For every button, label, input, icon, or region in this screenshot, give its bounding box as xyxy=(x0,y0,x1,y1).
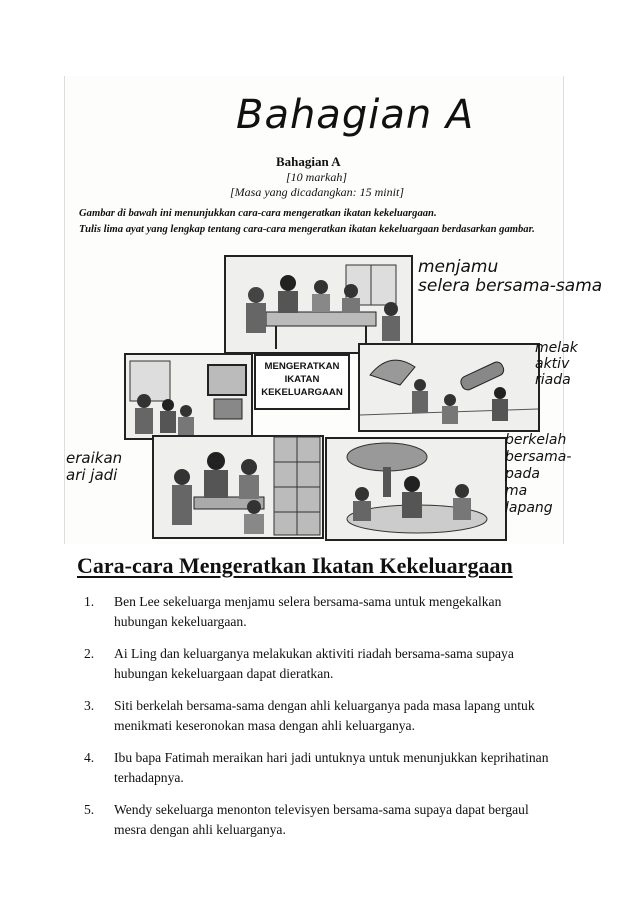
recreation-illustration xyxy=(358,343,540,432)
page-title: Cara-cara Mengeratkan Ikatan Kekeluargaan xyxy=(77,553,513,578)
note-picnic: berkelah bersama- pada ma lapang xyxy=(505,432,572,516)
instruction-line-1: Gambar di bawah ini menunjukkan cara-cara mengeratkan ikatan kekeluargaan. xyxy=(79,208,437,219)
note-birthday: eraikan ari jadi xyxy=(66,449,123,484)
list-item: 2. Ai Ling dan keluarganya melakukan aktiviti riadah bersama-sama supaya hubungan kekeluargaan dapat dieratkan. xyxy=(84,646,514,681)
note-dinner: menjamu selera bersama-sama xyxy=(418,257,603,296)
list-item: 4. Ibu bapa Fatimah meraikan hari jadi untuknya untuk menunjukkan keprihatinan terhadapnya. xyxy=(84,750,549,785)
picnic-illustration xyxy=(325,437,507,541)
list-item: 5. Wendy sekeluarga menonton televisyen bersama-sama supaya dapat bergaul mesra dengan ahli keluarganya. xyxy=(84,802,529,837)
list-item: 1. Ben Lee sekeluarga menjamu selera bersama-sama untuk mengekalkan hubungan kekeluargaan. xyxy=(84,594,502,629)
points-list xyxy=(84,592,554,852)
section-label: Bahagian A xyxy=(276,154,341,169)
center-label: MENGERATKAN IKATAN KEKELUARGAAN xyxy=(254,354,350,410)
instruction-line-2: Tulis lima ayat yang lengkap tentang cara-cara mengeratkan ikatan kekeluargaan berdasarkan gambar. xyxy=(79,224,535,235)
tv-illustration xyxy=(124,353,253,440)
list-item: 3. Siti berkelah bersama-sama dengan ahli keluarganya pada masa lapang untuk menikmati keseronokan masa dengan ahli keluarganya. xyxy=(84,698,535,733)
birthday-illustration xyxy=(152,435,324,539)
note-recreation: melak aktiv riada xyxy=(535,340,578,388)
handwritten-heading: Bahagian A xyxy=(236,92,475,138)
marks-label: [10 markah] xyxy=(286,170,348,184)
time-label: [Masa yang dicadangkan: 15 minit] xyxy=(230,185,404,199)
dinner-illustration xyxy=(224,255,413,354)
